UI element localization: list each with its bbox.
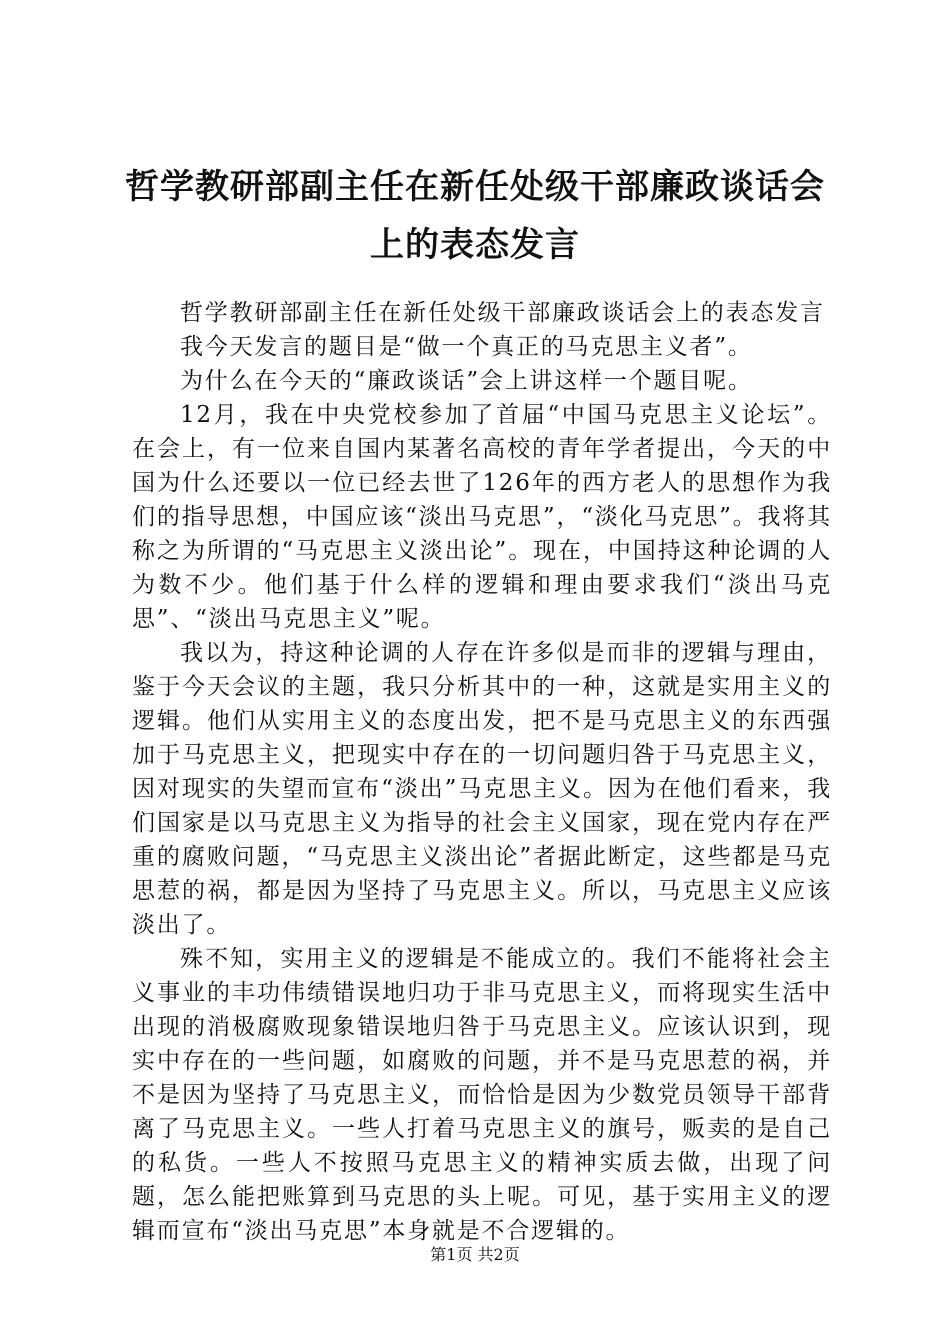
document-title: 哲学教研部副主任在新任处级干部廉政谈话会上的表态发言 <box>125 167 825 265</box>
paragraph-rebuttal: 殊不知，实用主义的逻辑是不能成立的。我们不能将社会主义事业的丰功伟绩错误地归功于非马克思主义，而将现实生活中出现的消极腐败现象错误地归咎于马克思主义。应该认识到，现实中存在的一些问题，如腐败的问题，并不是马克思惹的祸，并不是因为坚持了马克思主义，而恰恰是因为少数党员领导干部背离了马克思主义。一些人打着马克思主义的旗号，贩卖的是自己的私货。一些人不按照马克思主义的精神实质去做，出现了问题，怎么能把账算到马克思的头上呢。可见，基于实用主义的逻辑而宣布“淡出马克思”本身就是不合逻辑的。 <box>132 946 832 1244</box>
paragraph-heading-repeat: 哲学教研部副主任在新任处级干部廉政谈话会上的表态发言 <box>180 300 825 326</box>
document-body <box>132 296 832 1248</box>
paragraph-why-topic: 为什么在今天的“廉政谈话”会上讲这样一个题目呢。 <box>180 368 753 394</box>
paragraph-speech-topic: 我今天发言的题目是“做一个真正的马克思主义者”。 <box>180 334 753 360</box>
page-number-footer: 第1页 共2页 <box>430 1245 520 1264</box>
paragraph-forum: 12月，我在中央党校参加了首届“中国马克思主义论坛”。在会上，有一位来自国内某著名高校的青年学者提出，今天的中国为什么还要以一位已经去世了126年的西方老人的思想作为我们的指导思想，中国应该“淡出马克思”，“淡化马克思”。我将其称之为所谓的“马克思主义淡出论”。现在，中国持这种论调的人为数不少。他们基于什么样的逻辑和理由要求我们“淡出马克思”、“淡出马克思主义”呢。 <box>132 402 832 632</box>
paragraph-pragmatism: 我以为，持这种论调的人存在许多似是而非的逻辑与理由，鉴于今天会议的主题，我只分析其中的一种，这就是实用主义的逻辑。他们从实用主义的态度出发，把不是马克思主义的东西强加于马克思主义，把现实中存在的一切问题归咎于马克思主义，因对现实的失望而宣布“淡出”马克思主义。因为在他们看来，我们国家是以马克思主义为指导的社会主义国家，现在党内存在严重的腐败问题，“马克思主义淡出论”者据此断定，这些都是马克思惹的祸，都是因为坚持了马克思主义。所以，马克思主义应该淡出了。 <box>132 640 832 938</box>
